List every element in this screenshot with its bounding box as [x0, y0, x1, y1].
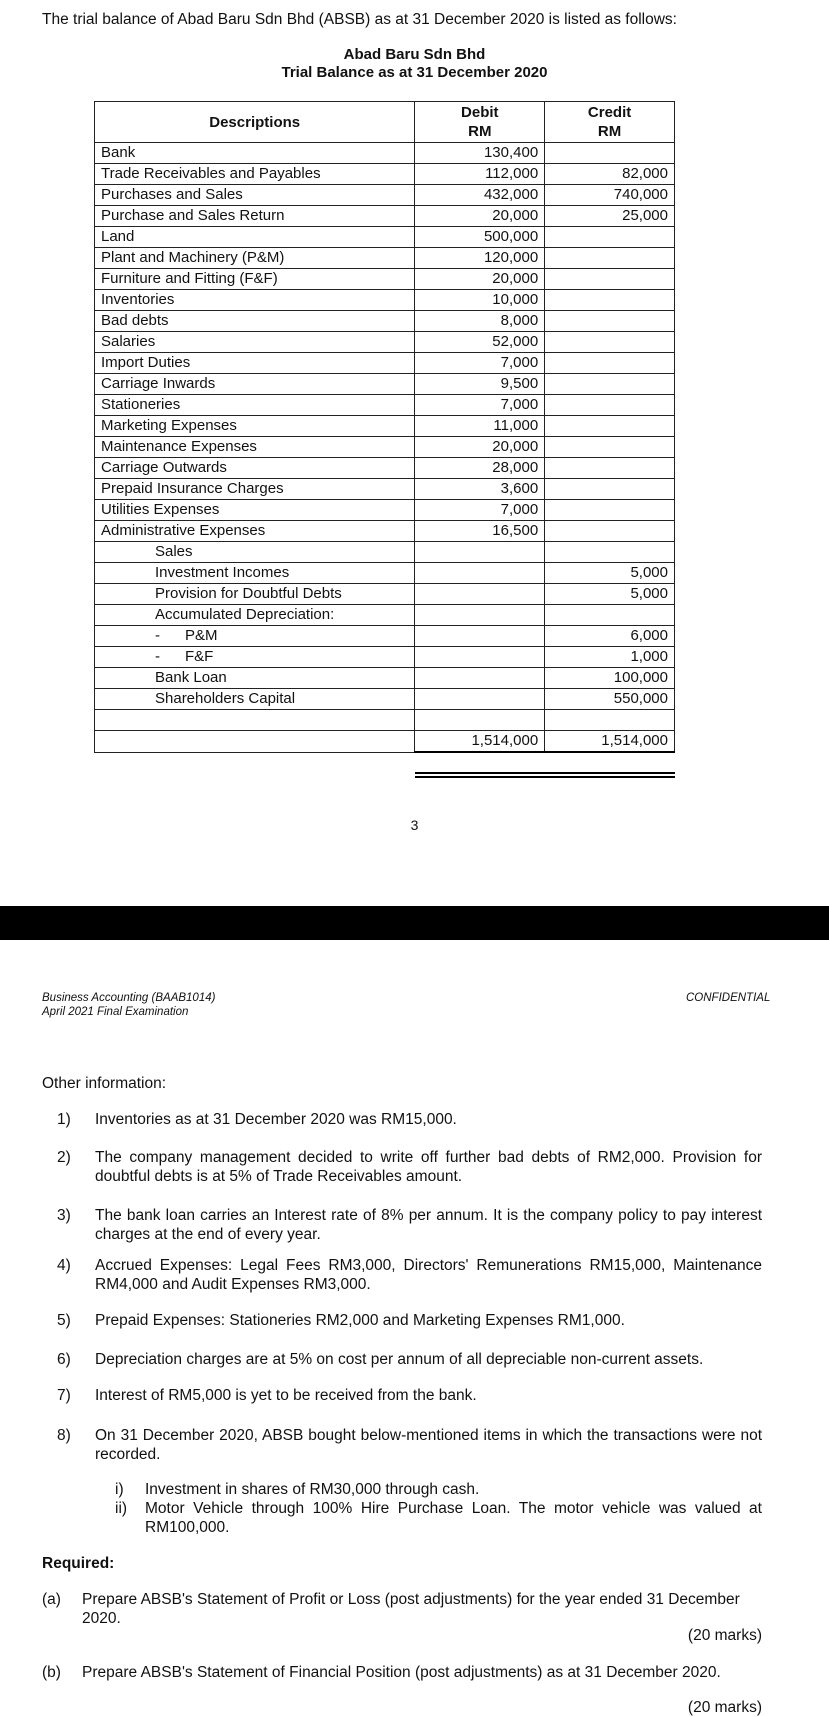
- total-credit: 1,514,000: [545, 731, 675, 753]
- row-description: [95, 206, 415, 227]
- info-item: [57, 1206, 762, 1244]
- row-debit: 20,000: [415, 437, 545, 458]
- row-description: [95, 269, 415, 290]
- table-row: [95, 710, 675, 731]
- row-description: [95, 290, 415, 311]
- description-text: Accumulated Depreciation:: [155, 606, 335, 623]
- double-underline: [415, 772, 675, 774]
- row-debit: 10,000: [415, 290, 545, 311]
- table-row: [95, 164, 675, 185]
- table-row: [95, 290, 675, 311]
- row-credit: [545, 437, 675, 458]
- row-description: [95, 563, 415, 584]
- description-text: Furniture and Fitting (F&F): [101, 270, 278, 287]
- item-text: Prepaid Expenses: Stationeries RM2,000 and Marketing Expenses RM1,000.: [95, 1312, 625, 1329]
- sub-item-number: i): [115, 1481, 124, 1498]
- table-row: [95, 269, 675, 290]
- required-label: (a): [42, 1591, 61, 1608]
- row-credit: [545, 416, 675, 437]
- credit-unit: RM: [597, 123, 622, 140]
- description-text: F&F: [185, 648, 214, 665]
- row-debit: [415, 668, 545, 689]
- dash-marker: -: [155, 648, 160, 665]
- description-text: Land: [101, 228, 135, 245]
- debit-label: Debit: [461, 104, 499, 121]
- table-row: [95, 374, 675, 395]
- table-row: [95, 521, 675, 542]
- item-text: Depreciation charges are at 5% on cost per annum of all depreciable non-current assets.: [95, 1351, 704, 1368]
- table-row: [95, 479, 675, 500]
- row-description: [95, 143, 415, 164]
- row-description: [95, 374, 415, 395]
- table-row: [95, 542, 675, 563]
- row-description: [95, 542, 415, 563]
- table-row: [95, 311, 675, 332]
- row-description: [95, 668, 415, 689]
- sub-item: [115, 1480, 762, 1499]
- trial-balance-title: Trial Balance as at 31 December 2020: [281, 64, 548, 81]
- confidential-label: CONFIDENTIAL: [686, 992, 771, 1004]
- info-item: [57, 1148, 762, 1186]
- row-credit: 740,000: [545, 185, 675, 206]
- total-label-cell: [95, 731, 415, 753]
- row-debit: 20,000: [415, 269, 545, 290]
- row-debit: 9,500: [415, 374, 545, 395]
- page-separator: [0, 906, 829, 940]
- item-text: Accrued Expenses: Legal Fees RM3,000, Directors' Remunerations RM15,000, Maintenance RM4,000 and Audit Expenses RM3,000.: [95, 1257, 762, 1293]
- description-text: Stationeries: [101, 396, 181, 413]
- item-text: The company management decided to write off further bad debts of RM2,000. Provision for doubtful debts is at 5% of Trade Receivables amount.: [95, 1149, 762, 1185]
- row-description: [95, 500, 415, 521]
- debit-unit: RM: [468, 123, 492, 140]
- row-description: [95, 311, 415, 332]
- table-row: [95, 227, 675, 248]
- row-description: [95, 248, 415, 269]
- description-text: Prepaid Insurance Charges: [101, 480, 284, 497]
- row-description: [95, 479, 415, 500]
- table-row: [95, 353, 675, 374]
- description-text: Carriage Outwards: [101, 459, 227, 476]
- row-credit: 5,000: [545, 584, 675, 605]
- page-number: 3: [410, 817, 419, 833]
- row-credit: [545, 458, 675, 479]
- required-label: (b): [42, 1664, 61, 1681]
- description-text: Bad debts: [101, 312, 169, 329]
- description-text: Utilities Expenses: [101, 501, 220, 518]
- item-text: The bank loan carries an Interest rate of 8% per annum. It is the company policy to pay interest charges at the end of every year.: [95, 1207, 762, 1243]
- table-row: [95, 143, 675, 164]
- description-text: Inventories: [101, 291, 175, 308]
- row-debit: [415, 647, 545, 668]
- item-number: 3): [57, 1207, 71, 1224]
- required-title: Required:: [42, 1555, 115, 1572]
- row-credit: 5,000: [545, 563, 675, 584]
- description-text: Administrative Expenses: [101, 522, 266, 539]
- info-item: [57, 1386, 762, 1405]
- row-debit: [415, 689, 545, 710]
- description-text: Bank: [101, 144, 136, 161]
- description-text: Provision for Doubtful Debts: [155, 585, 342, 602]
- item-number: 6): [57, 1351, 71, 1368]
- description-text: Bank Loan: [155, 669, 227, 686]
- row-debit: [415, 605, 545, 626]
- dash-marker: -: [155, 627, 160, 644]
- item-text: On 31 December 2020, ABSB bought below-mentioned items in which the transactions were not recorded.: [95, 1427, 762, 1463]
- item-number: 4): [57, 1257, 71, 1274]
- row-credit: [545, 332, 675, 353]
- info-item: [57, 1311, 762, 1330]
- row-debit: 7,000: [415, 500, 545, 521]
- row-debit: 500,000: [415, 227, 545, 248]
- row-description: [95, 605, 415, 626]
- item-text: Inventories as at 31 December 2020 was RM15,000.: [95, 1111, 457, 1128]
- item-number: 7): [57, 1387, 71, 1404]
- row-credit: [545, 290, 675, 311]
- row-debit: [415, 584, 545, 605]
- description-text: P&M: [185, 627, 218, 644]
- row-debit: 432,000: [415, 185, 545, 206]
- required-item: [42, 1590, 762, 1628]
- table-row: [95, 437, 675, 458]
- row-credit: [545, 227, 675, 248]
- sub-item-number: ii): [115, 1500, 128, 1517]
- item-text: Interest of RM5,000 is yet to be received from the bank.: [95, 1387, 477, 1404]
- exam-name: April 2021 Final Examination: [42, 1006, 189, 1018]
- table-row: [95, 458, 675, 479]
- row-description: [95, 626, 415, 647]
- table-row: [95, 668, 675, 689]
- info-item: [57, 1110, 762, 1129]
- row-debit: 8,000: [415, 311, 545, 332]
- total-row: [95, 731, 675, 753]
- row-credit: [545, 143, 675, 164]
- info-item: [57, 1426, 762, 1464]
- item-number: 8): [57, 1427, 71, 1444]
- info-item: [57, 1256, 762, 1294]
- row-credit: 25,000: [545, 206, 675, 227]
- row-debit: [415, 626, 545, 647]
- table-row: [95, 185, 675, 206]
- row-debit: 11,000: [415, 416, 545, 437]
- sub-item-text: Investment in shares of RM30,000 through cash.: [145, 1481, 480, 1498]
- row-description: [95, 164, 415, 185]
- row-credit: 550,000: [545, 689, 675, 710]
- item-number: 2): [57, 1149, 71, 1166]
- table-header-row: [95, 102, 675, 143]
- row-description: [95, 458, 415, 479]
- row-description: [95, 353, 415, 374]
- description-text: Purchases and Sales: [101, 186, 243, 203]
- required-item: [42, 1663, 762, 1682]
- description-text: Investment Incomes: [155, 564, 290, 581]
- description-text: Salaries: [101, 333, 156, 350]
- row-credit: [545, 605, 675, 626]
- row-debit: 52,000: [415, 332, 545, 353]
- table-row: [95, 416, 675, 437]
- row-credit: [545, 710, 675, 731]
- row-debit: 120,000: [415, 248, 545, 269]
- description-text: Trade Receivables and Payables: [101, 165, 321, 182]
- row-debit: 16,500: [415, 521, 545, 542]
- description-text: Shareholders Capital: [155, 690, 296, 707]
- row-description: [95, 227, 415, 248]
- row-credit: 6,000: [545, 626, 675, 647]
- row-debit: 28,000: [415, 458, 545, 479]
- row-debit: 130,400: [415, 143, 545, 164]
- header-credit: [545, 102, 675, 143]
- row-credit: 100,000: [545, 668, 675, 689]
- row-credit: [545, 269, 675, 290]
- description-text: Sales: [155, 543, 193, 560]
- table-row: [95, 395, 675, 416]
- row-credit: 1,000: [545, 647, 675, 668]
- row-description: [95, 584, 415, 605]
- marks-label: (20 marks): [687, 1627, 762, 1644]
- required-text: Prepare ABSB's Statement of Profit or Loss (post adjustments) for the year ended 31 December 2020.: [82, 1591, 740, 1627]
- table-row: [95, 584, 675, 605]
- row-credit: [545, 500, 675, 521]
- table-row: [95, 248, 675, 269]
- row-credit: [545, 248, 675, 269]
- row-description: [95, 332, 415, 353]
- row-debit: 3,600: [415, 479, 545, 500]
- row-credit: 82,000: [545, 164, 675, 185]
- double-underline: [415, 776, 675, 778]
- row-credit: [545, 353, 675, 374]
- credit-label: Credit: [587, 104, 632, 121]
- row-credit: [545, 542, 675, 563]
- table-row: [95, 626, 675, 647]
- trial-balance-table: [94, 101, 675, 753]
- table-row: [95, 500, 675, 521]
- row-debit: 20,000: [415, 206, 545, 227]
- item-number: 5): [57, 1312, 71, 1329]
- row-description: [95, 395, 415, 416]
- description-text: Import Duties: [101, 354, 191, 371]
- row-debit: 7,000: [415, 353, 545, 374]
- row-description: [95, 647, 415, 668]
- required-text: Prepare ABSB's Statement of Financial Position (post adjustments) as at 31 December 2020.: [82, 1664, 721, 1681]
- row-description: [95, 416, 415, 437]
- row-credit: [545, 521, 675, 542]
- marks-label: (20 marks): [687, 1699, 762, 1716]
- description-text: Plant and Machinery (P&M): [101, 249, 285, 266]
- row-description: [95, 689, 415, 710]
- row-debit: 112,000: [415, 164, 545, 185]
- table-row: [95, 647, 675, 668]
- company-name: Abad Baru Sdn Bhd: [343, 46, 486, 63]
- row-debit: [415, 542, 545, 563]
- sub-item: [115, 1499, 762, 1537]
- table-row: [95, 332, 675, 353]
- row-description: [95, 710, 415, 731]
- row-debit: [415, 710, 545, 731]
- course-header: [42, 991, 215, 1019]
- table-row: [95, 206, 675, 227]
- course-name: Business Accounting (BAAB1014): [42, 992, 216, 1004]
- row-credit: [545, 395, 675, 416]
- sub-item-text: Motor Vehicle through 100% Hire Purchase Loan. The motor vehicle was valued at RM100,000.: [145, 1500, 762, 1536]
- row-debit: 7,000: [415, 395, 545, 416]
- row-description: [95, 185, 415, 206]
- row-description: [95, 521, 415, 542]
- other-info-title: Other information:: [42, 1075, 167, 1092]
- item-number: 1): [57, 1111, 71, 1128]
- table-row: [95, 563, 675, 584]
- row-credit: [545, 374, 675, 395]
- description-text: Marketing Expenses: [101, 417, 237, 434]
- description-text: Maintenance Expenses: [101, 438, 257, 455]
- header-descriptions: Descriptions: [95, 102, 415, 143]
- total-debit: 1,514,000: [415, 731, 545, 753]
- row-credit: [545, 311, 675, 332]
- table-row: [95, 689, 675, 710]
- description-text: Carriage Inwards: [101, 375, 216, 392]
- row-description: [95, 437, 415, 458]
- header-debit: [415, 102, 545, 143]
- info-item: [57, 1350, 762, 1369]
- row-debit: [415, 563, 545, 584]
- intro-text: The trial balance of Abad Baru Sdn Bhd (ABSB) as at 31 December 2020 is listed as follows:: [42, 11, 677, 28]
- table-row: [95, 605, 675, 626]
- description-text: Purchase and Sales Return: [101, 207, 285, 224]
- row-credit: [545, 479, 675, 500]
